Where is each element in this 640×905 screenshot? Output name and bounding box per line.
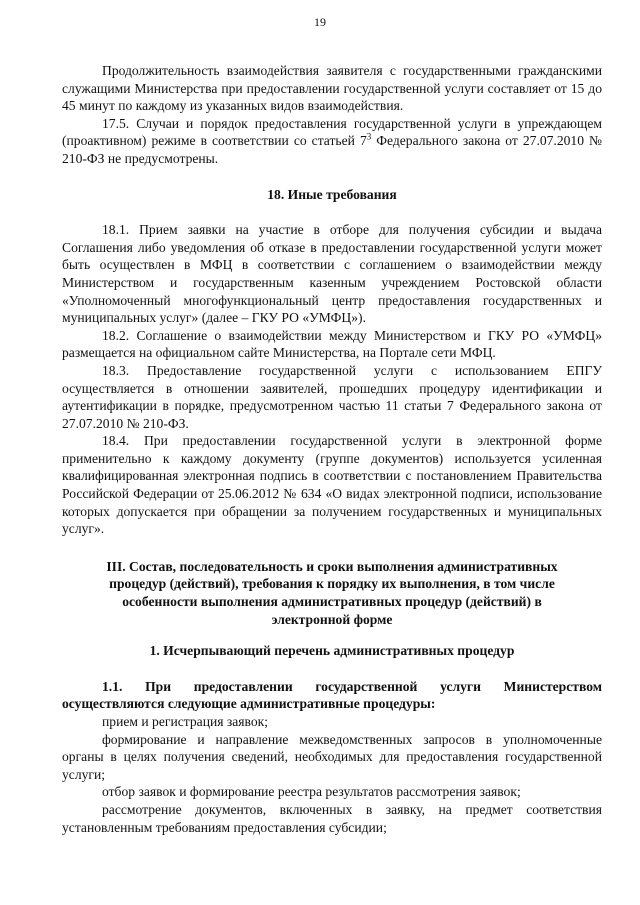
paragraph-17-5-tail: Федерального закона от 27.07.2010 № 210-ФЗ не предусмотрены. bbox=[62, 133, 602, 166]
paragraph-17-5-superscript: 3 bbox=[366, 131, 372, 142]
section-18-heading: 18. Иные требования bbox=[267, 186, 397, 202]
page-content bbox=[62, 62, 602, 836]
paragraph-18-2: 18.2. Соглашение о взаимодействии между Министерством и ГКУ РО «УМФЦ» размещается на официальном сайте Министерства, на Портале сети МФЦ. bbox=[62, 327, 602, 361]
paragraph-duration: Продолжительность взаимодействия заявителя с государственными гражданскими служащими Министерства при предоставлении государственной услуги составляет от 15 до 45 минут по каждому из указанных видов взаимодействия. bbox=[62, 63, 602, 114]
paragraph-18-3: 18.3. Предоставление государственной услуги с использованием ЕПГУ осуществляется в отношении заявителей, прошедших процедуру идентификации и аутентификации в порядке, предусмотренном частью 11 статьи 7 Федерального закона от 27.07.2010 № 210-ФЗ. bbox=[62, 362, 602, 431]
paragraph-1-1: 1.1. При предоставлении государственной услуги Министерством осуществляются следующие административные процедуры: bbox=[62, 678, 602, 712]
paragraph-17-5-text: 17.5. Случаи и порядок предоставления государственной услуги в упреждающем (проактивном) режиме в соответствии со статьей 7 bbox=[62, 115, 602, 149]
paragraph-18-4: 18.4. При предоставлении государственной услуги в электронной форме применительно к каждому документу (группе документов) используется усиленная квалифицированная электронная подпись в соответствии с постановлением Правительства Российской Федерации от 25.06.2012 № 634 «О видах электронной подписи, использование которых допускается при обращении за получением государственных и муниципальных услуг». bbox=[62, 433, 602, 537]
subsection-1-heading: 1. Исчерпывающий перечень административных процедур bbox=[149, 643, 515, 659]
paragraph-17-5 bbox=[62, 115, 602, 168]
procedure-item: отбор заявок и формирование реестра результатов рассмотрения заявок; bbox=[102, 784, 521, 800]
chapter-3-heading: III. Состав, последовательность и сроки выполнения административных процедур (действий), требования к порядку их выполнения, в том числе особенности выполнения административных процедур (действий) в электронной форме bbox=[106, 558, 558, 627]
procedure-item: прием и регистрация заявок; bbox=[102, 714, 269, 729]
procedure-item: формирование и направление межведомственных запросов в уполномоченные органы в целях получения сведений, необходимых для предоставления государственной услуги; bbox=[62, 731, 602, 782]
paragraph-18-1: 18.1. Прием заявки на участие в отборе для получения субсидии и выдача Соглашения либо уведомления об отказе в предоставлении государственной услуги может быть осуществлен в МФЦ в соответствии с соглашением о взаимодействии между Министерством и государственным казенным учреждением Ростовской области «Уполномоченный многофункциональный центр предоставления государственных и муниципальных услуг» (далее – ГКУ РО «УМФЦ»). bbox=[62, 222, 602, 326]
procedure-item: рассмотрение документов, включенных в заявку, на предмет соответствия установленным требованиям предоставления субсидии; bbox=[62, 801, 602, 835]
page-number: 19 bbox=[314, 15, 326, 29]
